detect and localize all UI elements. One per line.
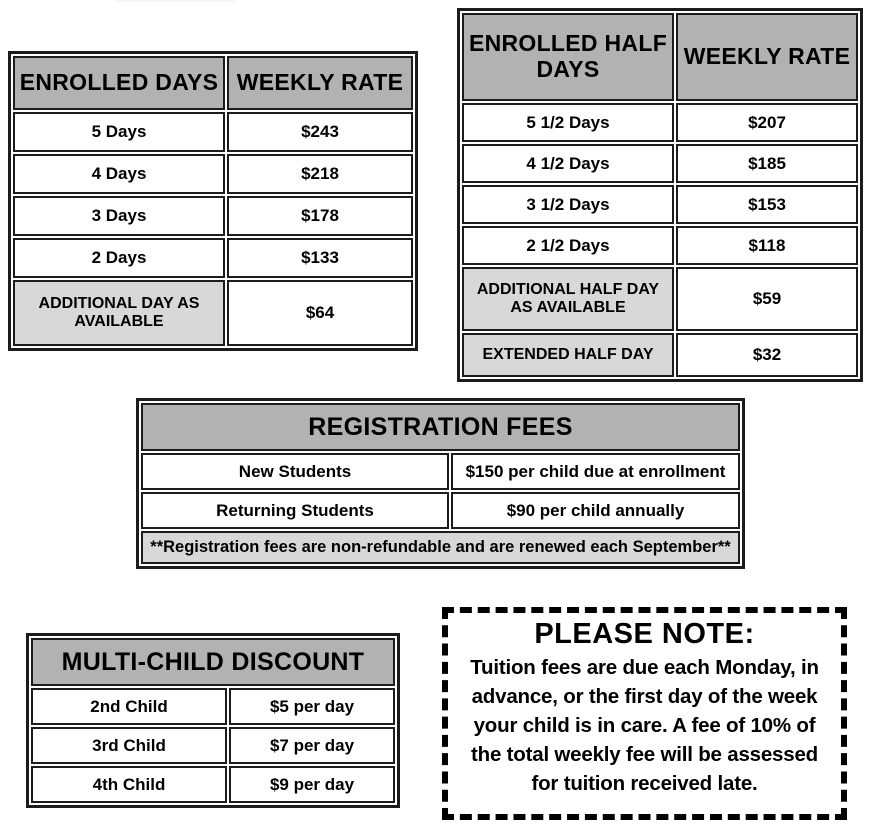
header-row [462,13,858,101]
rate-value: $178 [227,196,413,236]
multi-child-discount-title: MULTI-CHILD DISCOUNT [31,638,395,686]
days-label: 3 1/2 Days [462,185,674,224]
additional-day-label: ADDITIONAL DAY AS AVAILABLE [13,280,225,346]
student-type-label: Returning Students [141,492,449,529]
days-label: 2 1/2 Days [462,226,674,265]
multi-child-discount-table [26,633,400,808]
extended-half-day-label: EXTENDED HALF DAY [462,333,674,377]
table-row [31,688,395,725]
table-row [13,196,413,236]
rate-value: $118 [676,226,858,265]
child-label: 3rd Child [31,727,227,764]
footnote-row [141,531,740,564]
weekly-rate-header: WEEKLY RATE [227,56,413,110]
days-label: 4 1/2 Days [462,144,674,183]
discount-value: $7 per day [229,727,395,764]
table-row [13,238,413,278]
rate-value: $64 [227,280,413,346]
enrolled-half-days-table [457,8,863,382]
rate-value: $218 [227,154,413,194]
table-row [462,185,858,224]
weekly-rate-header: WEEKLY RATE [676,13,858,101]
please-note-box [442,607,847,820]
discount-value: $5 per day [229,688,395,725]
header-row [31,638,395,686]
table-row [462,144,858,183]
additional-half-day-label: ADDITIONAL HALF DAY AS AVAILABLE [462,267,674,331]
table-row [462,226,858,265]
registration-footnote: **Registration fees are non-refundable and are renewed each September** [141,531,740,564]
days-label: 3 Days [13,196,225,236]
student-type-label: New Students [141,453,449,490]
table-row [462,267,858,331]
table-row [141,492,740,529]
fee-value: $150 per child due at enrollment [451,453,740,490]
registration-fees-table [136,398,745,569]
rate-value: $153 [676,185,858,224]
please-note-body: Tuition fees are due each Monday, in advance, or the first day of the week your child is in care. A fee of 10% of the total weekly fee will be assessed for tuition received late. [470,655,819,796]
enrolled-days-header: ENROLLED DAYS [13,56,225,110]
table-row [462,333,858,377]
child-label: 4th Child [31,766,227,803]
header-row [13,56,413,110]
rate-value: $32 [676,333,858,377]
table-row [141,453,740,490]
rate-value: $59 [676,267,858,331]
table-row [462,103,858,142]
table-row [13,154,413,194]
discount-value: $9 per day [229,766,395,803]
table-row [13,280,413,346]
enrolled-days-table [8,51,418,351]
enrolled-half-days-header: ENROLLED HALF DAYS [462,13,674,101]
rate-value: $207 [676,103,858,142]
child-label: 2nd Child [31,688,227,725]
header-row [141,403,740,451]
top-edge-artifact [115,0,235,2]
days-label: 2 Days [13,238,225,278]
table-row [31,766,395,803]
days-label: 5 1/2 Days [462,103,674,142]
registration-fees-title: REGISTRATION FEES [141,403,740,451]
rate-value: $133 [227,238,413,278]
days-label: 5 Days [13,112,225,152]
rate-value: $185 [676,144,858,183]
days-label: 4 Days [13,154,225,194]
table-row [31,727,395,764]
please-note-title: PLEASE NOTE: [534,618,755,650]
table-row [13,112,413,152]
fee-value: $90 per child annually [451,492,740,529]
rate-value: $243 [227,112,413,152]
